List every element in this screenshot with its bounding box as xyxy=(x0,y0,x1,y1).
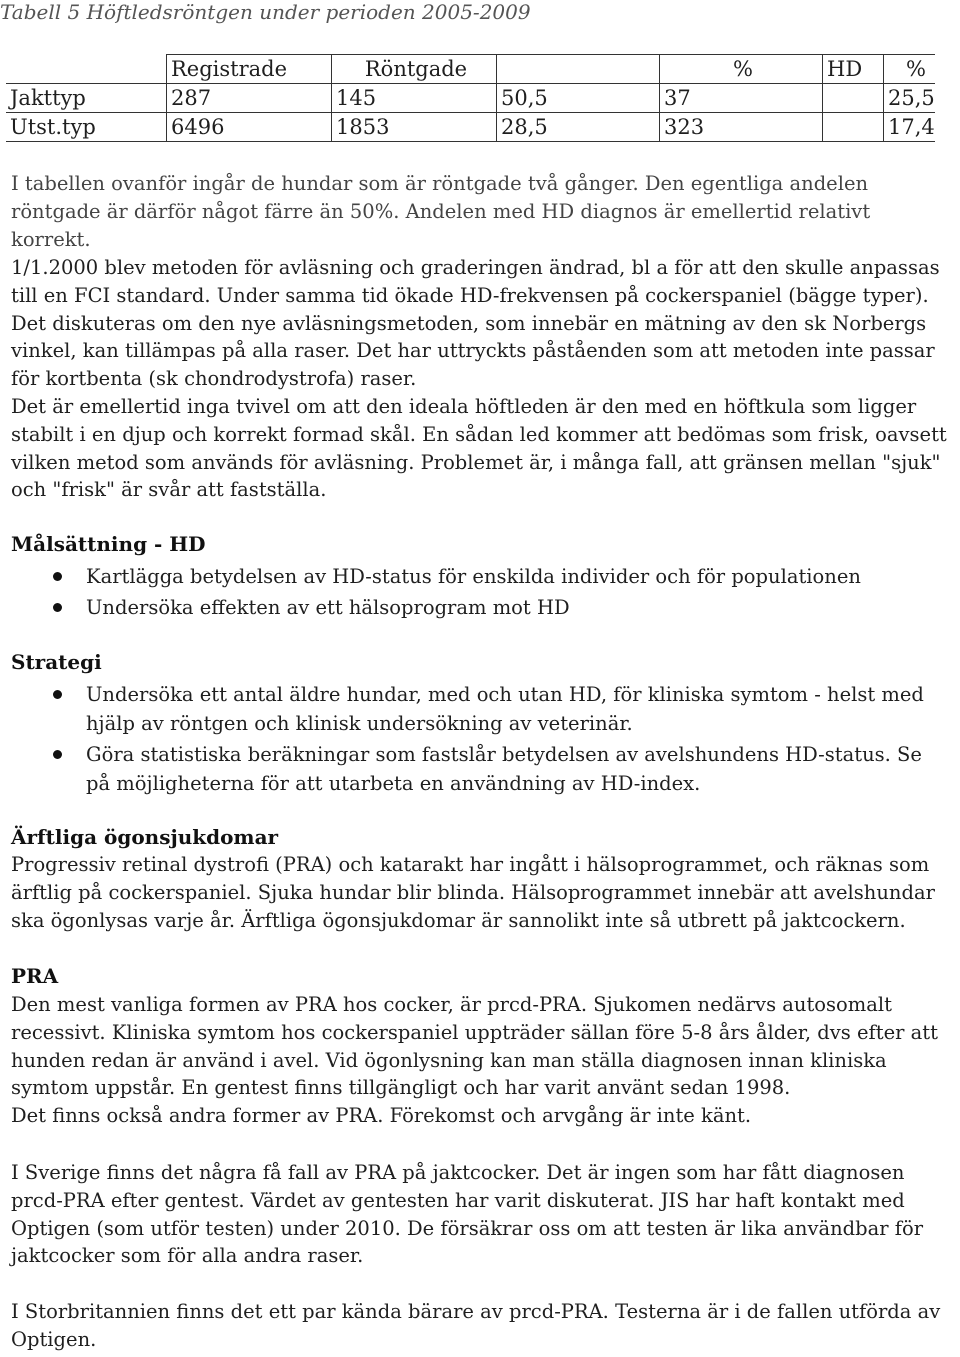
pra-paragraph-4: I Storbritannien finns det ett par kända bärare av prcd-PRA. Testerna är i de fallen utförda av Optigen. xyxy=(11,1300,941,1351)
list-item: Göra statistiska beräkningar som fastslår betydelsen av avelshundens HD-status. Se på möjligheterna för att utarbeta en användning av HD-index. xyxy=(11,740,941,798)
table-row xyxy=(6,113,935,142)
bullet-icon xyxy=(53,603,62,612)
table-cell: 323 xyxy=(660,113,823,142)
list-item: Kartlägga betydelsen av HD-status för enskilda individer och för populationen xyxy=(11,562,941,591)
eye-diseases-paragraph: Progressiv retinal dystrofi (PRA) och katarakt har ingått i hälsoprogrammet, och räknas som ärftlig på cockerspaniel. Sjuka hundar blir blinda. Hälsoprogrammet innebär att avelshundar ska ögonlysas varje år. Ärftliga ögonsjukdomar är sannolikt inte så utbrett på jaktcockern. xyxy=(11,853,935,932)
table-header-row xyxy=(6,55,935,84)
table-cell: 145 xyxy=(332,84,497,113)
list-item: Undersöka effekten av ett hälsoprogram mot HD xyxy=(11,593,941,622)
table-cell: 1853 xyxy=(332,113,497,142)
eye-diseases-heading: Ärftliga ögonsjukdomar xyxy=(11,825,279,849)
pra-paragraph-2: Det finns också andra former av PRA. Förekomst och arvgång är inte känt. xyxy=(11,1104,752,1127)
strategy-list xyxy=(11,680,941,798)
list-item: Undersöka ett antal äldre hundar, med och utan HD, för kliniska symtom - helst med hjälp av röntgen och klinisk undersökning av veterinär. xyxy=(11,680,941,738)
pra-paragraph-1: Den mest vanliga formen av PRA hos cocker, är prcd-PRA. Sjukomen nedärvs autosomalt recessivt. Kliniska symtom hos cockerspaniel uppträder sällan före 5-8 års ålder, dvs efter att hunden redan är använd i avel. Vid ögonlysning kan man ställa diagnosen innan kliniska symtom uppstår. En gentest finns tillgängligt och har varit använt sedan 1998. xyxy=(11,993,938,1100)
strategy-heading: Strategi xyxy=(11,650,102,674)
table-note-paragraph: I tabellen ovanför ingår de hundar som är röntgade två gånger. Den egentliga andelen röntgade är därför något färre än 50%. Andelen med HD diagnos är emellertid relativt korrekt. xyxy=(11,172,871,251)
table-cell: 50,5 xyxy=(497,84,660,113)
table-cell: 25,5 xyxy=(884,84,935,113)
table-header-cell: % xyxy=(660,55,823,84)
table-header-cell xyxy=(497,55,660,84)
table-header-cell xyxy=(6,55,167,84)
table-cell: 28,5 xyxy=(497,113,660,142)
goals-list xyxy=(11,562,941,622)
bullet-icon xyxy=(53,572,62,581)
bullet-icon xyxy=(53,690,62,699)
table-header-cell: Registrade xyxy=(167,55,332,84)
goals-heading: Målsättning - HD xyxy=(11,532,206,556)
method-paragraph: 1/1.2000 blev metoden för avläsning och graderingen ändrad, bl a för att den skulle anpassas till en FCI standard. Under samma tid ökade HD-frekvensen på cockerspaniel (bägge typer). Det diskuteras om den nye avläsningsmetoden, som innebär en mätning av den sk Norbergs vinkel, kan tillämpas på alla raser. Det har uttryckts påståenden som att metoden inte passar för kortbenta (sk chondrodystrofa) raser. xyxy=(11,256,940,391)
table-cell: Jakttyp xyxy=(6,84,167,113)
table-cell: 6496 xyxy=(167,113,332,142)
table-cell: 287 xyxy=(167,84,332,113)
table-header-cell: Röntgade xyxy=(332,55,497,84)
pra-paragraph-3: I Sverige finns det några få fall av PRA på jaktcocker. Det är ingen som har fått diagnosen prcd-PRA efter gentest. Värdet av gentesten har varit diskuterat. JIS har haft kontakt med Optigen (som utför testen) under 2010. De försäkrar oss om att testen är lika användbar för jaktcocker som för alla andra raser. xyxy=(11,1161,924,1268)
table-cell: 17,4 xyxy=(884,113,935,142)
pra-heading: PRA xyxy=(11,964,59,988)
table-row xyxy=(6,84,935,113)
table-header-cell: HD xyxy=(823,55,884,84)
table-cell xyxy=(823,84,884,113)
table-cell: 37 xyxy=(660,84,823,113)
table-header-cell: % xyxy=(884,55,935,84)
ideal-hip-paragraph: Det är emellertid inga tvivel om att den ideala höftleden är den med en höftkula som ligger stabilt i en djup och korrekt formad skål. En sådan led kommer att bedömas som frisk, oavsett vilken metod som används för avläsning. Problemet är, i många fall, att gränsen mellan "sjuk" och "frisk" är svår att fastställa. xyxy=(11,395,947,502)
table-cell xyxy=(823,113,884,142)
table-cell: Utst.typ xyxy=(6,113,167,142)
bullet-icon xyxy=(53,750,62,759)
hd-xray-table xyxy=(6,54,935,142)
table-caption: Tabell 5 Höftledsröntgen under perioden 2005-2009 xyxy=(0,0,531,24)
